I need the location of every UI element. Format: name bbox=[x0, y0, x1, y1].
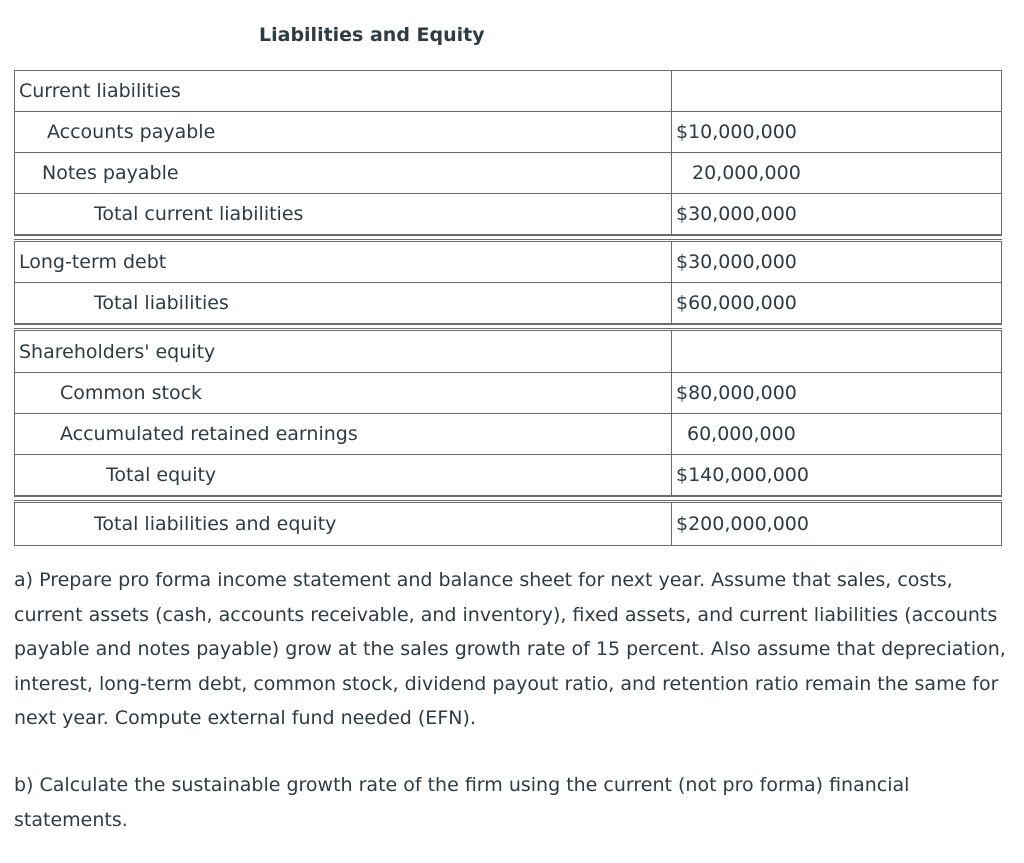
table-row bbox=[14, 282, 1002, 324]
page-title: Liabilities and Equity bbox=[259, 24, 485, 46]
row-amount: 20,000,000 bbox=[692, 162, 801, 184]
row-amount: $60,000,000 bbox=[676, 292, 797, 314]
row-amount: 60,000,000 bbox=[687, 423, 796, 445]
row-label: Total equity bbox=[106, 464, 217, 486]
row-label: Current liabilities bbox=[19, 80, 181, 102]
row-label: Accounts payable bbox=[47, 121, 216, 143]
row-separator bbox=[14, 235, 1002, 240]
table-row bbox=[14, 413, 1002, 455]
table-row bbox=[14, 372, 1002, 414]
table-row bbox=[14, 330, 1002, 373]
row-amount: $140,000,000 bbox=[676, 464, 809, 486]
row-amount: $80,000,000 bbox=[676, 382, 797, 404]
row-amount: $30,000,000 bbox=[676, 251, 797, 273]
question-b: b) Calculate the sustainable growth rate of the firm using the current (not pro forma) financial statements. bbox=[14, 774, 910, 831]
row-amount: $200,000,000 bbox=[676, 513, 809, 535]
liabilities-equity-table bbox=[14, 70, 1004, 546]
table-row bbox=[14, 502, 1002, 546]
row-label: Common stock bbox=[60, 382, 203, 404]
row-label: Total current liabilities bbox=[94, 203, 304, 225]
table-row bbox=[14, 193, 1002, 235]
row-separator bbox=[14, 496, 1002, 501]
row-label: Long-term debt bbox=[19, 251, 167, 273]
table-row bbox=[14, 111, 1002, 153]
row-label: Total liabilities and equity bbox=[94, 513, 337, 535]
row-label: Shareholders' equity bbox=[19, 340, 216, 363]
row-amount: $30,000,000 bbox=[676, 203, 797, 225]
question-a: a) Prepare pro forma income statement and balance sheet for next year. Assume that sales, costs, current assets (cash, accounts receivable, and inventory), fixed assets, and current liabilities (accounts payable and notes payable) grow at the sales growth rate of 15 percent. Also assume that depreciation, interest, long-term debt, common stock, dividend payout ratio, and retention ratio remain the same for next year. Compute external fund needed (EFN). bbox=[14, 569, 1006, 729]
table-row bbox=[14, 152, 1002, 194]
table-row bbox=[14, 70, 1002, 112]
row-label: Accumulated retained earnings bbox=[60, 423, 358, 445]
row-label: Notes payable bbox=[42, 162, 179, 184]
row-amount: $10,000,000 bbox=[676, 121, 797, 143]
row-separator bbox=[14, 324, 1002, 329]
row-label: Total liabilities bbox=[94, 292, 229, 314]
table-row bbox=[14, 454, 1002, 496]
table-row bbox=[14, 241, 1002, 283]
